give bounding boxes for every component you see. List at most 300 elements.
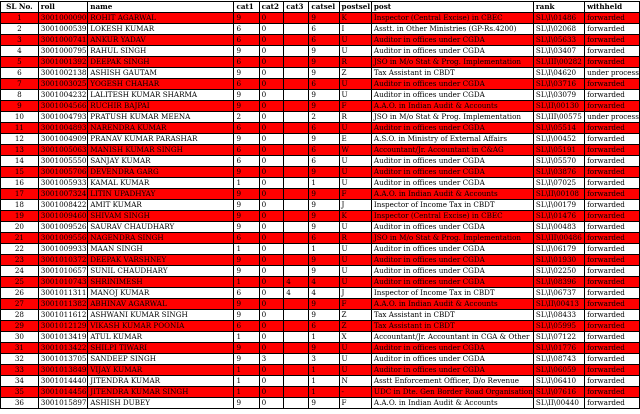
cell-rank: SL\I\06179 bbox=[533, 244, 584, 255]
cell-rank: SL\I\03716 bbox=[533, 79, 584, 90]
cell-name: SHIVAM SINGH bbox=[88, 211, 234, 222]
cell-postsel: U bbox=[339, 46, 371, 57]
table-row bbox=[1, 255, 640, 266]
table-row bbox=[1, 68, 640, 79]
cell-cat2: 0 bbox=[259, 387, 284, 398]
cell-cat3 bbox=[284, 376, 309, 387]
cell-sl-no: 24 bbox=[1, 266, 39, 277]
cell-cat1: 1 bbox=[234, 332, 259, 343]
cell-rank: SL\I\02068 bbox=[533, 24, 584, 35]
cell-cat2: 0 bbox=[259, 266, 284, 277]
cell-postsel: K bbox=[339, 13, 371, 24]
cell-cat1: 9 bbox=[234, 222, 259, 233]
cell-post: Auditor in offices under CGDA bbox=[371, 244, 533, 255]
cell-cat3 bbox=[284, 343, 309, 354]
header-row bbox=[1, 2, 640, 13]
col-header-name: name bbox=[88, 2, 234, 13]
cell-name: ATUL KUMAR bbox=[88, 332, 234, 343]
cell-cat3 bbox=[284, 90, 309, 101]
cell-catsel: 9 bbox=[309, 310, 339, 321]
col-header-postsel: postsel bbox=[339, 2, 371, 13]
table-row bbox=[1, 90, 640, 101]
cell-cat3 bbox=[284, 354, 309, 365]
cell-rank: SL\I\05570 bbox=[533, 156, 584, 167]
cell-sl-no: 18 bbox=[1, 200, 39, 211]
cell-withheld: forwarded bbox=[585, 332, 640, 343]
cell-catsel: 6 bbox=[309, 321, 339, 332]
cell-cat2: 0 bbox=[259, 90, 284, 101]
cell-name: NARENDRA KUMAR bbox=[88, 123, 234, 134]
cell-cat1: 9 bbox=[234, 68, 259, 79]
cell-roll: 3001001392 bbox=[38, 57, 87, 68]
table-row bbox=[1, 145, 640, 156]
cell-cat2: 0 bbox=[259, 398, 284, 409]
cell-cat3 bbox=[284, 112, 309, 123]
cell-sl-no: 13 bbox=[1, 145, 39, 156]
cell-roll: 3001004566 bbox=[38, 101, 87, 112]
cell-withheld: forwarded bbox=[585, 233, 640, 244]
cell-rank: SL\III\00486 bbox=[533, 233, 584, 244]
cell-catsel: 9 bbox=[309, 134, 339, 145]
table-row bbox=[1, 244, 640, 255]
cell-rank: SL\I\01930 bbox=[533, 255, 584, 266]
table-row bbox=[1, 156, 640, 167]
cell-cat1: 9 bbox=[234, 299, 259, 310]
cell-postsel: I bbox=[339, 24, 371, 35]
cell-withheld: forwarded bbox=[585, 145, 640, 156]
cell-cat2: 0 bbox=[259, 101, 284, 112]
cell-cat1: 9 bbox=[234, 90, 259, 101]
cell-postsel: N bbox=[339, 376, 371, 387]
cell-name: NAGENDRA SINGH bbox=[88, 233, 234, 244]
cell-post: Auditor in offices under CGDA bbox=[371, 255, 533, 266]
cell-postsel: U bbox=[339, 178, 371, 189]
cell-cat2: 0 bbox=[259, 310, 284, 321]
cell-sl-no: 28 bbox=[1, 310, 39, 321]
cell-cat1: 9 bbox=[234, 354, 259, 365]
cell-rank: SL\I\06737 bbox=[533, 288, 584, 299]
cell-postsel: Z bbox=[339, 321, 371, 332]
cell-roll: 3001005706 bbox=[38, 167, 87, 178]
cell-roll: 3001002138 bbox=[38, 68, 87, 79]
cell-catsel: 6 bbox=[309, 79, 339, 90]
cell-withheld: forwarded bbox=[585, 277, 640, 288]
table-row bbox=[1, 211, 640, 222]
cell-roll: 3001004232 bbox=[38, 90, 87, 101]
cell-roll: 3001012129 bbox=[38, 321, 87, 332]
cell-cat2: 0 bbox=[259, 46, 284, 57]
table-row bbox=[1, 178, 640, 189]
cell-postsel: U bbox=[339, 255, 371, 266]
cell-post: Inspector (Central Excise) in CBEC bbox=[371, 211, 533, 222]
cell-cat2: 3 bbox=[259, 354, 284, 365]
cell-sl-no: 31 bbox=[1, 343, 39, 354]
cell-withheld: forwarded bbox=[585, 189, 640, 200]
cell-cat3 bbox=[284, 167, 309, 178]
cell-cat1: 9 bbox=[234, 46, 259, 57]
cell-withheld: under process bbox=[585, 112, 640, 123]
cell-withheld: forwarded bbox=[585, 244, 640, 255]
cell-name: LITIN UPADHYAY bbox=[88, 189, 234, 200]
cell-cat3 bbox=[284, 57, 309, 68]
cell-roll: 3001013422 bbox=[38, 343, 87, 354]
cell-rank: SL\I\05995 bbox=[533, 321, 584, 332]
cell-cat3 bbox=[284, 145, 309, 156]
cell-post: Auditor in offices under CGDA bbox=[371, 365, 533, 376]
cell-cat2: 0 bbox=[259, 145, 284, 156]
cell-catsel: 9 bbox=[309, 299, 339, 310]
cell-name: DEVENDRA GARG bbox=[88, 167, 234, 178]
cell-post: JSO in M/o Stat & Prog. Implementation bbox=[371, 57, 533, 68]
cell-post: A.A.O. in Indian Audit & Accounts bbox=[371, 398, 533, 409]
cell-roll: 3001013705 bbox=[38, 354, 87, 365]
cell-rank: SL\I\03876 bbox=[533, 167, 584, 178]
table-row bbox=[1, 365, 640, 376]
table-row bbox=[1, 398, 640, 409]
cell-sl-no: 14 bbox=[1, 156, 39, 167]
cell-catsel: 1 bbox=[309, 376, 339, 387]
cell-cat3 bbox=[284, 211, 309, 222]
cell-postsel: F bbox=[339, 299, 371, 310]
cell-roll: 3001000090 bbox=[38, 13, 87, 24]
cell-cat2: 0 bbox=[259, 35, 284, 46]
cell-withheld: forwarded bbox=[585, 376, 640, 387]
table-row bbox=[1, 13, 640, 24]
cell-name: LALITESH KUMAR SHARMA bbox=[88, 90, 234, 101]
cell-sl-no: 12 bbox=[1, 134, 39, 145]
cell-cat1: 6 bbox=[234, 233, 259, 244]
cell-cat2: 0 bbox=[259, 376, 284, 387]
cell-rank: SL\II\00130 bbox=[533, 101, 584, 112]
cell-rank: SL\I\02250 bbox=[533, 266, 584, 277]
cell-sl-no: 33 bbox=[1, 365, 39, 376]
cell-rank: SL\I\03079 bbox=[533, 90, 584, 101]
cell-cat1: 9 bbox=[234, 255, 259, 266]
cell-catsel: 6 bbox=[309, 35, 339, 46]
col-header-post: post bbox=[371, 2, 533, 13]
cell-postsel: U bbox=[339, 343, 371, 354]
cell-name: VIJAY KUMAR bbox=[88, 365, 234, 376]
table-row bbox=[1, 35, 640, 46]
cell-post: A.A.O. in Indian Audit & Accounts bbox=[371, 101, 533, 112]
cell-rank: SL\I\00179 bbox=[533, 200, 584, 211]
table-row bbox=[1, 288, 640, 299]
cell-cat1: 9 bbox=[234, 13, 259, 24]
table-row bbox=[1, 332, 640, 343]
cell-catsel: 4 bbox=[309, 277, 339, 288]
col-header-cat1: cat1 bbox=[234, 2, 259, 13]
cell-post: UDC in Dte. Gen Border Road Organisation bbox=[371, 387, 533, 398]
cell-postsel: F bbox=[339, 101, 371, 112]
table-row bbox=[1, 112, 640, 123]
cell-catsel: 9 bbox=[309, 68, 339, 79]
cell-withheld: forwarded bbox=[585, 200, 640, 211]
cell-withheld: forwarded bbox=[585, 343, 640, 354]
cell-catsel: 9 bbox=[309, 255, 339, 266]
cell-roll: 3001005933 bbox=[38, 178, 87, 189]
cell-catsel: 6 bbox=[309, 145, 339, 156]
cell-cat3 bbox=[284, 332, 309, 343]
cell-sl-no: 32 bbox=[1, 354, 39, 365]
cell-name: ASHISH DUBEY bbox=[88, 398, 234, 409]
cell-postsel: E bbox=[339, 134, 371, 145]
cell-postsel: U bbox=[339, 277, 371, 288]
cell-cat2: 0 bbox=[259, 288, 284, 299]
cell-postsel: R bbox=[339, 233, 371, 244]
cell-cat3 bbox=[284, 387, 309, 398]
cell-cat3 bbox=[284, 123, 309, 134]
cell-catsel: 1 bbox=[309, 365, 339, 376]
cell-cat3 bbox=[284, 13, 309, 24]
cell-post: A.A.O. in Indian Audit & Accounts bbox=[371, 299, 533, 310]
table-row bbox=[1, 387, 640, 398]
cell-sl-no: 27 bbox=[1, 299, 39, 310]
cell-cat1: 1 bbox=[234, 244, 259, 255]
cell-name: DEEPAK VARSHNEY bbox=[88, 255, 234, 266]
cell-withheld: forwarded bbox=[585, 134, 640, 145]
cell-cat3 bbox=[284, 24, 309, 35]
cell-name: JITENDRA KUMAR bbox=[88, 376, 234, 387]
cell-postsel: U bbox=[339, 167, 371, 178]
cell-roll: 3001013849 bbox=[38, 365, 87, 376]
cell-name: PRATUSH KUMAR MEENA bbox=[88, 112, 234, 123]
cell-sl-no: 22 bbox=[1, 244, 39, 255]
cell-catsel: 9 bbox=[309, 211, 339, 222]
cell-postsel: U bbox=[339, 79, 371, 90]
cell-cat1: 6 bbox=[234, 288, 259, 299]
cell-catsel: 6 bbox=[309, 24, 339, 35]
cell-sl-no: 6 bbox=[1, 68, 39, 79]
cell-cat3 bbox=[284, 233, 309, 244]
cell-withheld: forwarded bbox=[585, 46, 640, 57]
cell-post: Auditor in offices under CGDA bbox=[371, 156, 533, 167]
cell-roll: 3001004893 bbox=[38, 123, 87, 134]
cell-roll: 3001009556 bbox=[38, 233, 87, 244]
cell-catsel: 9 bbox=[309, 189, 339, 200]
cell-cat1: 6 bbox=[234, 156, 259, 167]
cell-cat2: 0 bbox=[259, 112, 284, 123]
cell-postsel: X bbox=[339, 332, 371, 343]
cell-rank: SL\I\05191 bbox=[533, 145, 584, 156]
cell-roll: 3001000795 bbox=[38, 46, 87, 57]
cell-withheld: forwarded bbox=[585, 365, 640, 376]
cell-post: Auditor in offices under CGDA bbox=[371, 46, 533, 57]
cell-cat3: 4 bbox=[284, 288, 309, 299]
cell-cat1: 6 bbox=[234, 321, 259, 332]
cell-roll: 3001004909 bbox=[38, 134, 87, 145]
cell-withheld: forwarded bbox=[585, 156, 640, 167]
cell-cat1: 6 bbox=[234, 79, 259, 90]
cell-roll: 3001010372 bbox=[38, 255, 87, 266]
cell-cat2: 0 bbox=[259, 222, 284, 233]
cell-catsel: 9 bbox=[309, 343, 339, 354]
table-row bbox=[1, 321, 640, 332]
cell-withheld: forwarded bbox=[585, 57, 640, 68]
cell-rank: SL\I\05514 bbox=[533, 123, 584, 134]
cell-name: VIKASH KUMAR POONIA bbox=[88, 321, 234, 332]
cell-catsel: 9 bbox=[309, 222, 339, 233]
cell-cat2: 0 bbox=[259, 68, 284, 79]
cell-cat3 bbox=[284, 310, 309, 321]
cell-withheld: forwarded bbox=[585, 79, 640, 90]
cell-name: AMIT KUMAR bbox=[88, 200, 234, 211]
cell-withheld: forwarded bbox=[585, 211, 640, 222]
cell-cat2: 0 bbox=[259, 299, 284, 310]
cell-postsel: U bbox=[339, 365, 371, 376]
table-body bbox=[1, 13, 640, 409]
cell-postsel: U bbox=[339, 266, 371, 277]
cell-cat3 bbox=[284, 68, 309, 79]
col-header-cat2: cat2 bbox=[259, 2, 284, 13]
cell-post: Auditor in offices under CGDA bbox=[371, 277, 533, 288]
cell-cat2: 0 bbox=[259, 178, 284, 189]
cell-sl-no: 35 bbox=[1, 387, 39, 398]
cell-post: Inspector of Income Tax in CBDT bbox=[371, 288, 533, 299]
cell-roll: 3001014456 bbox=[38, 387, 87, 398]
cell-cat1: 9 bbox=[234, 266, 259, 277]
cell-cat2: 0 bbox=[259, 200, 284, 211]
cell-withheld: under process bbox=[585, 68, 640, 79]
cell-sl-no: 19 bbox=[1, 211, 39, 222]
cell-sl-no: 5 bbox=[1, 57, 39, 68]
cell-rank: SL\I\07025 bbox=[533, 178, 584, 189]
cell-cat1: 6 bbox=[234, 123, 259, 134]
cell-roll: 3001010657 bbox=[38, 266, 87, 277]
cell-roll: 3001014440 bbox=[38, 376, 87, 387]
cell-withheld: forwarded bbox=[585, 387, 640, 398]
table-row bbox=[1, 343, 640, 354]
cell-post: Auditor in offices under CGDA bbox=[371, 90, 533, 101]
cell-sl-no: 36 bbox=[1, 398, 39, 409]
cell-cat2: 0 bbox=[259, 13, 284, 24]
cell-cat2: 0 bbox=[259, 57, 284, 68]
cell-sl-no: 15 bbox=[1, 167, 39, 178]
cell-catsel: 9 bbox=[309, 90, 339, 101]
cell-cat2: 0 bbox=[259, 365, 284, 376]
cell-postsel: U bbox=[339, 244, 371, 255]
table-row bbox=[1, 277, 640, 288]
cell-withheld: forwarded bbox=[585, 299, 640, 310]
cell-name: MANOJ KUMAR bbox=[88, 288, 234, 299]
cell-rank: SL\I\08396 bbox=[533, 277, 584, 288]
cell-withheld: forwarded bbox=[585, 90, 640, 101]
cell-cat2: 0 bbox=[259, 79, 284, 90]
cell-postsel: U bbox=[339, 222, 371, 233]
cell-name: DEEPAK SINGH bbox=[88, 57, 234, 68]
cell-roll: 3001010743 bbox=[38, 277, 87, 288]
cell-cat2: 0 bbox=[259, 134, 284, 145]
cell-postsel: - bbox=[339, 387, 371, 398]
cell-cat1: 9 bbox=[234, 189, 259, 200]
cell-cat1: 6 bbox=[234, 24, 259, 35]
cell-post: A.S.O. in Ministry of External Affairs bbox=[371, 134, 533, 145]
cell-cat3 bbox=[284, 200, 309, 211]
cell-cat2: 0 bbox=[259, 233, 284, 244]
cell-roll: 3001005063 bbox=[38, 145, 87, 156]
cell-catsel: 6 bbox=[309, 156, 339, 167]
cell-sl-no: 7 bbox=[1, 79, 39, 90]
cell-post: Auditor in offices under CGDA bbox=[371, 123, 533, 134]
cell-cat3 bbox=[284, 255, 309, 266]
cell-post: Auditor in offices under CGDA bbox=[371, 266, 533, 277]
cell-post: Asstt Enforcement Officer, D/o Revenue bbox=[371, 376, 533, 387]
cell-cat1: 1 bbox=[234, 387, 259, 398]
table-row bbox=[1, 299, 640, 310]
cell-catsel: 2 bbox=[309, 112, 339, 123]
cell-rank: SL\I\01486 bbox=[533, 13, 584, 24]
cell-sl-no: 30 bbox=[1, 332, 39, 343]
cell-sl-no: 20 bbox=[1, 222, 39, 233]
table-row bbox=[1, 310, 640, 321]
table-row bbox=[1, 189, 640, 200]
table-row bbox=[1, 57, 640, 68]
cell-withheld: forwarded bbox=[585, 123, 640, 134]
cell-sl-no: 29 bbox=[1, 321, 39, 332]
cell-post: Auditor in offices under CGDA bbox=[371, 343, 533, 354]
cell-catsel: 9 bbox=[309, 266, 339, 277]
cell-cat3 bbox=[284, 299, 309, 310]
cell-rank: SL\I\08743 bbox=[533, 354, 584, 365]
cell-cat3 bbox=[284, 35, 309, 46]
cell-rank: SL\III\00575 bbox=[533, 112, 584, 123]
cell-postsel: Z bbox=[339, 310, 371, 321]
cell-name: JITENDRA KUMAR SINGH bbox=[88, 387, 234, 398]
cell-cat1: 9 bbox=[234, 398, 259, 409]
cell-cat2: 0 bbox=[259, 189, 284, 200]
cell-sl-no: 25 bbox=[1, 277, 39, 288]
cell-post: Auditor in offices under CGDA bbox=[371, 167, 533, 178]
table-row bbox=[1, 233, 640, 244]
cell-catsel: 9 bbox=[309, 13, 339, 24]
cell-roll: 3001013419 bbox=[38, 332, 87, 343]
cell-name: MAAN SINGH bbox=[88, 244, 234, 255]
cell-post: Accountant/Jr. Accountant in C&AG bbox=[371, 145, 533, 156]
table-row bbox=[1, 46, 640, 57]
cell-cat2: 0 bbox=[259, 24, 284, 35]
cell-sl-no: 10 bbox=[1, 112, 39, 123]
cell-cat2: 0 bbox=[259, 332, 284, 343]
cell-name: SAURAV CHAUDHARY bbox=[88, 222, 234, 233]
cell-name: KAMAL KUMAR bbox=[88, 178, 234, 189]
cell-roll: 3001009526 bbox=[38, 222, 87, 233]
cell-rank: SL\I\06059 bbox=[533, 365, 584, 376]
cell-postsel: U bbox=[339, 354, 371, 365]
cell-post: Auditor in offices under CGDA bbox=[371, 354, 533, 365]
cell-name: MANISH KUMAR SINGH bbox=[88, 145, 234, 156]
cell-name: ABHINAV AGARWAL bbox=[88, 299, 234, 310]
cell-post: Auditor in offices under CGDA bbox=[371, 79, 533, 90]
cell-rank: SL\I\01476 bbox=[533, 211, 584, 222]
cell-withheld: forwarded bbox=[585, 255, 640, 266]
cell-sl-no: 3 bbox=[1, 35, 39, 46]
cell-cat2: 0 bbox=[259, 277, 284, 288]
cell-name: ANKUR YADAV bbox=[88, 35, 234, 46]
cell-rank: SL\I\03407 bbox=[533, 46, 584, 57]
cell-postsel: J bbox=[339, 288, 371, 299]
cell-rank: SL\I\00452 bbox=[533, 134, 584, 145]
cell-cat2: 0 bbox=[259, 167, 284, 178]
cell-catsel: 9 bbox=[309, 57, 339, 68]
cell-rank: SL\I\08433 bbox=[533, 310, 584, 321]
cell-withheld: forwarded bbox=[585, 101, 640, 112]
cell-cat3 bbox=[284, 365, 309, 376]
cell-post: Auditor in offices under CGDA bbox=[371, 178, 533, 189]
cell-cat2: 0 bbox=[259, 123, 284, 134]
cell-cat2: 0 bbox=[259, 211, 284, 222]
cell-cat1: 9 bbox=[234, 211, 259, 222]
cell-cat3 bbox=[284, 222, 309, 233]
cell-post: Inspector of Income Tax in CBDT bbox=[371, 200, 533, 211]
